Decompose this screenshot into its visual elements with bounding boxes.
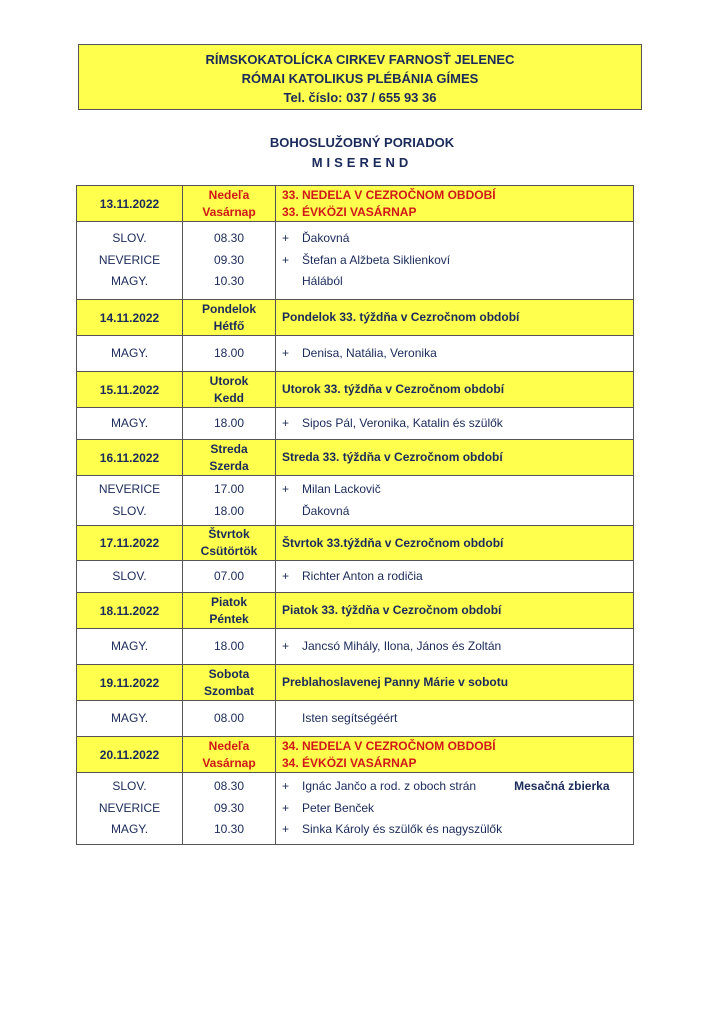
day-header-row [77,300,634,336]
intention-line [282,708,633,730]
day-name [183,186,276,222]
mass-intentions [276,701,634,737]
parish-header [78,44,642,110]
intention-line [282,566,633,588]
mass-intentions [276,773,634,845]
mass-row [77,476,634,526]
mass-language: MAGY. [110,274,149,289]
mass-language: MAGY. [110,822,149,837]
mass-language: NEVERICE [98,252,161,267]
mass-time: 10.30 [213,274,245,289]
feast-title [276,526,634,561]
mass-time: 09.30 [213,800,245,815]
mass-language: SLOV. [112,779,147,794]
day-name-hu: Péntek [209,611,249,626]
header-line-1: RÍMSKOKATOLÍCKA CIRKEV FARNOSŤ JELENEC [205,52,515,67]
day-date: 13.11.2022 [77,186,183,222]
mass-language: NEVERICE [98,482,161,496]
cross-icon: + [282,252,290,267]
intention-text: Ďakovná [302,503,350,518]
mass-times [183,222,276,300]
collection-note: Mesačná zbierka [514,779,610,794]
mass-times [183,336,276,372]
day-header-row [77,440,634,476]
intention-text: Richter Anton a rodičia [302,568,423,583]
mass-row [77,222,634,300]
cross-icon: + [282,822,290,837]
day-name [183,526,276,561]
day-date: 19.11.2022 [77,665,183,701]
day-name-sk: Nedeľa [208,738,250,753]
feast-line-1: Utorok 33. týždňa v Cezročnom období [282,382,505,396]
mass-intentions [276,222,634,300]
day-header-row [77,737,634,773]
feast-line-1: Štvrtok 33.týždňa v Cezročnom období [282,535,504,550]
mass-languages [77,561,183,593]
day-name-hu: Szombat [203,683,254,698]
mass-intentions [276,336,634,372]
feast-line-1: Piatok 33. týždňa v Cezročnom období [282,603,502,617]
day-header-row [77,372,634,408]
day-name-hu: Csütörtök [200,544,258,558]
intention-text: Ignác Jančo a rod. z oboch strán [302,779,477,794]
day-date: 18.11.2022 [77,593,183,629]
intention-line [282,228,633,250]
mass-times [183,476,276,526]
intention-text: Peter Benček [302,800,375,815]
day-name-sk: Pondelok [201,301,256,316]
mass-row [77,701,634,737]
feast-title [276,300,634,336]
day-name-sk: Utorok [209,373,249,388]
mass-intentions [276,476,634,526]
mass-times [183,701,276,737]
cross-icon: + [282,482,290,496]
mass-languages [77,701,183,737]
feast-line-2: 33. ÉVKÖZI VASÁRNAP [282,204,417,219]
mass-times [183,629,276,665]
intention-line [282,479,633,501]
feast-line-2: 34. ÉVKÖZI VASÁRNAP [282,755,417,770]
cross-icon: + [282,345,290,360]
mass-language: SLOV. [112,231,147,246]
mass-intentions [276,561,634,593]
mass-row [77,561,634,593]
mass-language: MAGY. [110,345,149,360]
day-name-sk: Sobota [208,666,250,681]
mass-time: 10.30 [213,822,245,837]
mass-languages [77,336,183,372]
mass-row [77,773,634,845]
cross-icon: + [282,800,290,815]
mass-languages [77,629,183,665]
cross-icon: + [282,638,290,653]
day-header-row [77,526,634,561]
feast-title [276,372,634,408]
day-date: 15.11.2022 [77,372,183,408]
day-name-hu: Szerda [209,458,249,473]
mass-row [77,629,634,665]
day-header-row [77,665,634,701]
mass-times [183,773,276,845]
document-subtitle: MISEREND [311,155,413,170]
feast-line-1: Streda 33. týždňa v Cezročnom období [282,450,503,464]
day-name [183,737,276,773]
day-date: 20.11.2022 [77,737,183,773]
mass-language: SLOV. [112,503,147,518]
feast-line-1: 34. NEDEĽA V CEZROČNOM OBDOBÍ [282,738,496,753]
mass-time: 07.00 [213,568,245,583]
day-date: 16.11.2022 [77,440,183,476]
mass-language: MAGY. [110,415,149,430]
intention-line [282,250,633,272]
day-date: 17.11.2022 [77,526,183,561]
mass-intentions [276,629,634,665]
mass-languages [77,476,183,526]
intention-text: Jancsó Mihály, Ilona, János és Zoltán [302,638,502,653]
feast-title [276,593,634,629]
mass-time: 08.30 [213,231,245,246]
day-header-row [77,593,634,629]
day-name-sk: Štvrtok [208,527,250,541]
intention-line [282,798,633,820]
intention-text: Sinka Károly és szülők és nagyszülők [302,822,503,837]
day-name [183,593,276,629]
day-name [183,665,276,701]
cross-icon: + [282,415,290,430]
day-name-hu: Hétfő [213,318,245,333]
day-name-hu: Vasárnap [202,204,256,219]
mass-time: 18.00 [213,345,245,360]
feast-title [276,440,634,476]
mass-time: 18.00 [213,638,245,653]
intention-line [282,776,633,798]
document-title: BOHOSLUŽOBNÝ PORIADOK [269,135,455,150]
mass-language: SLOV. [112,568,147,583]
feast-line-1: 33. NEDEĽA V CEZROČNOM OBDOBÍ [282,187,496,202]
intention-text: Sipos Pál, Veronika, Katalin és szülők [302,415,503,430]
mass-time: 08.00 [213,710,245,725]
mass-time: 18.00 [213,415,245,430]
cross-icon: + [282,568,290,583]
mass-languages [77,408,183,440]
day-name [183,440,276,476]
day-name-sk: Piatok [210,594,247,609]
mass-schedule-table [76,185,634,845]
cross-icon: + [282,779,290,794]
intention-text: Ďakovná [302,231,350,246]
mass-row [77,408,634,440]
intention-text: Hálából [302,274,343,289]
mass-time: 09.30 [213,252,245,267]
intention-line [282,343,633,365]
intention-line [282,413,633,435]
intention-line [282,501,633,523]
mass-times [183,408,276,440]
header-line-3: Tel. číslo: 037 / 655 93 36 [283,90,437,105]
intention-line [282,819,633,841]
mass-time: 08.30 [213,779,245,794]
day-name [183,372,276,408]
feast-title [276,186,634,222]
header-line-2: RÓMAI KATOLIKUS PLÉBÁNIA GÍMES [241,71,479,86]
feast-line-1: Pondelok 33. týždňa v Cezročnom období [282,310,520,324]
day-name [183,300,276,336]
mass-times [183,561,276,593]
day-header-row [77,186,634,222]
mass-language: MAGY. [110,710,149,725]
intention-line [282,636,633,658]
day-name-hu: Vasárnap [202,755,256,770]
feast-title [276,737,634,773]
intention-text: Milan Lackovič [302,482,381,496]
mass-intentions [276,408,634,440]
intention-text: Denisa, Natália, Veronika [302,345,437,360]
mass-languages [77,773,183,845]
mass-language: NEVERICE [98,800,161,815]
intention-text: Isten segítségéért [302,710,398,725]
mass-language: MAGY. [110,638,149,653]
mass-languages [77,222,183,300]
day-name-hu: Kedd [214,390,244,405]
feast-title [276,665,634,701]
mass-time: 17.00 [213,482,245,496]
intention-text: Štefan a Alžbeta Siklienkoví [302,252,451,267]
day-date: 14.11.2022 [77,300,183,336]
day-name-sk: Nedeľa [208,187,250,202]
mass-time: 18.00 [213,503,245,518]
day-name-sk: Streda [210,441,248,456]
intention-line [282,271,633,293]
cross-icon: + [282,231,290,246]
feast-line-1: Preblahoslavenej Panny Márie v sobotu [282,675,509,689]
mass-row [77,336,634,372]
